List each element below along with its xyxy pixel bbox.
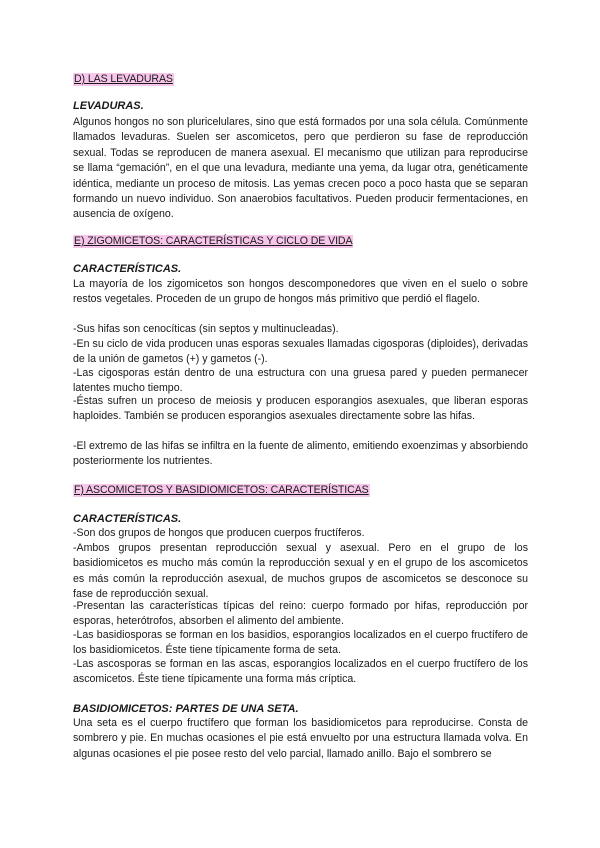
section-heading-zigomicetos: E) ZIGOMICETOS: CARACTERÍSTICAS Y CICLO DE VIDA <box>74 235 353 247</box>
list-item: -Las cigosporas están dentro de una estructura con una gruesa pared y pueden permanecer latentes mucho tiempo. <box>73 367 528 395</box>
list-item: -El extremo de las hifas se infiltra en la fuente de alimento, emitiendo exoenzimas y absorbiendo posteriormente los nutrientes. <box>73 440 528 468</box>
subtitle-caracteristicas-zigomicetos: CARACTERÍSTICAS. <box>73 263 182 275</box>
paragraph-zigomicetos-intro: La mayoría de los zigomicetos son hongos descomponedores que viven en el suelo o sobre restos vegetales. Proceden de un grupo de hongos más primitivo que perdió el flagelo. <box>73 278 528 306</box>
section-heading-levaduras: D) LAS LEVADURAS <box>74 73 173 85</box>
subtitle-partes-de-una-seta: BASIDIOMICETOS: PARTES DE UNA SETA. <box>73 703 299 715</box>
list-item: -Son dos grupos de hongos que producen cuerpos fructíferos. <box>73 527 365 539</box>
list-item: -Ambos grupos presentan reproducción sexual y asexual. Pero en el grupo de los basidiomicetos es mucho más común la reproducción sexual y en el grupo de los ascomicetos es más común la reproducción asexual, de muchos grupos de ascomicetos se desconoce su fase de reproducción sexual. <box>73 542 528 601</box>
paragraph-partes-seta: Una seta es el cuerpo fructífero que forman los basidiomicetos para reproducirse. Consta de sombrero y pie. En muchas ocasiones el pie está envuelto por una estructura llamada volva. En algunas ocasiones el pie posee resto del velo parcial, llamado anillo. Bajo el sombrero se <box>73 717 528 760</box>
subtitle-levaduras: LEVADURAS. <box>73 100 144 112</box>
list-item: -Las ascosporas se forman en las ascas, esporangios localizados en el cuerpo fructífero de los ascomicetos. Éste tiene típicamente una forma más críptica. <box>73 658 528 686</box>
list-item: -Éstas sufren un proceso de meiosis y producen esporangios asexuales, que liberan esporas haploides. También se producen esporangios asexuales directamente sobre las hifas. <box>73 395 528 423</box>
section-heading-ascomicetos-basidiomicetos: F) ASCOMICETOS Y BASIDIOMICETOS: CARACTERÍSTICAS <box>74 484 369 496</box>
list-item: -En su ciclo de vida producen unas esporas sexuales llamadas cigosporas (diploides), derivadas de la unión de gametos (+) y gametos (-). <box>73 338 528 366</box>
paragraph-levaduras: Algunos hongos no son pluricelulares, sino que está formados por una sola célula. Comúnmente llamados levaduras. Suelen ser ascomicetos, pero que perdieron su fase de reproducción sexual. Todas se reproducen de manera asexual. El mecanismo que utilizan para reproducirse se llama “gemación”, en el que una levadura, mediante una yema, da lugar otra, genéticamente idéntica, mediante un proceso de mitosis. Las yemas crecen poco a poco hasta que se separan formando un nuevo individuo. Son anaerobios facultativos. Pueden producir fermentaciones, en ausencia de oxígeno. <box>73 116 528 221</box>
list-item: -Presentan las características típicas del reino: cuerpo formado por hifas, reproducción por esporas, heterótrofos, absorben el alimento del ambiente. <box>73 600 528 628</box>
list-item: -Las basidiosporas se forman en los basidios, esporangios localizados en el cuerpo fructífero de los basidiomicetos. Éste tiene típicamente forma de seta. <box>73 629 528 657</box>
list-item: -Sus hifas son cenocíticas (sin septos y multinucleadas). <box>73 323 339 335</box>
subtitle-caracteristicas-ascomicetos: CARACTERÍSTICAS. <box>73 513 182 525</box>
